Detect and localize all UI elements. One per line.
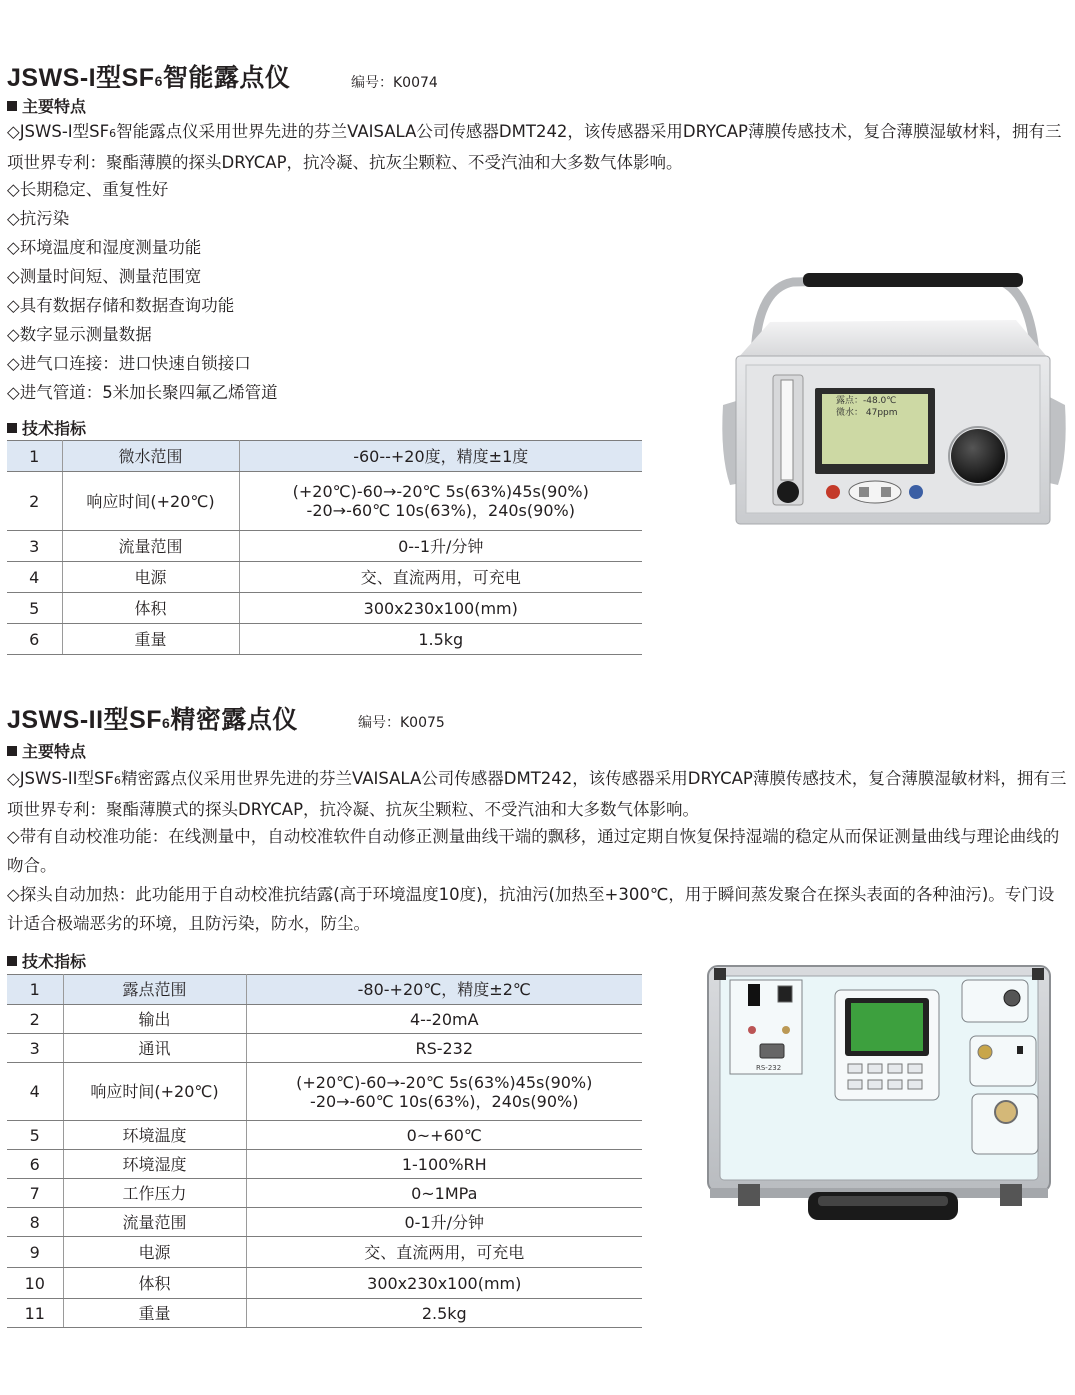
list-item: ◇具有数据存储和数据查询功能 xyxy=(7,296,235,315)
table-row xyxy=(7,1150,642,1179)
product1-photo xyxy=(718,270,1070,530)
list-item: ◇数字显示测量数据 xyxy=(7,325,152,344)
table-row xyxy=(7,1179,642,1208)
product1-specs-heading: 技术指标 xyxy=(7,416,86,439)
spec-no: 8 xyxy=(7,1208,63,1237)
product1-code: 编号：K0074 xyxy=(351,75,438,91)
product2-paragraph-calibration: ◇带有自动校准功能：在线测量中，自动校准软件自动修正测量曲线干端的飘移，通过定期自恢复保持湿端的稳定从而保证测量曲线与理论曲线的吻合。 xyxy=(7,827,1060,875)
spec-name: 重量 xyxy=(63,1299,246,1328)
spec-value: 0--1升/分钟 xyxy=(239,531,642,562)
table-row xyxy=(7,1237,642,1268)
product2-features-heading: 主要特点 xyxy=(7,739,86,762)
product1-title: JSWS-I型SF6智能露点仪 xyxy=(7,64,291,92)
table-row xyxy=(7,1005,642,1034)
spec-name: 通讯 xyxy=(63,1034,246,1063)
spec-name: 体积 xyxy=(62,593,239,624)
spec-no: 9 xyxy=(7,1237,63,1268)
list-item: ◇长期稳定、重复性好 xyxy=(7,180,169,199)
product1-intro: ◇JSWS-I型SF6智能露点仪采用世界先进的芬兰VAISALA公司传感器DMT242，该传感器采用DRYCAP薄膜传感技术，复合薄膜湿敏材料，拥有三项世界专利：聚酯薄膜的探头DRYCAP，抗冷凝、抗灰尘颗粒、不受汽油和大多数气体影响。 xyxy=(7,122,1062,172)
table-row xyxy=(7,1121,642,1150)
product2-title: JSWS-II型SF6精密露点仪 xyxy=(7,706,298,734)
spec-no: 3 xyxy=(7,1034,63,1063)
table-row xyxy=(7,1268,642,1299)
table-row xyxy=(7,1208,642,1237)
spec-value: 交、直流两用，可充电 xyxy=(246,1237,642,1268)
table-row xyxy=(7,1034,642,1063)
list-item: ◇进气口连接：进口快速自锁接口 xyxy=(7,354,251,373)
spec-value: 1.5kg xyxy=(239,624,642,655)
screen-line-2: 微水： 47ppm xyxy=(836,408,898,418)
product1-spec-table xyxy=(7,440,642,655)
spec-value: 300x230x100(mm) xyxy=(246,1268,642,1299)
spec-no: 4 xyxy=(7,1063,63,1121)
spec-value: -60--+20度，精度±1度 xyxy=(239,441,642,472)
product2-intro: ◇JSWS-II型SF6精密露点仪采用世界先进的芬兰VAISALA公司传感器DMT242，该传感器采用DRYCAP薄膜传感技术，复合薄膜湿敏材料，拥有三项世界专利：聚酯薄膜式的探头DRYCAP，抗冷凝、抗灰尘颗粒、不受汽油和大多数气体影响。 xyxy=(7,769,1067,819)
spec-no: 6 xyxy=(7,624,62,655)
spec-no: 10 xyxy=(7,1268,63,1299)
list-item: ◇进气管道：5米加长聚四氟乙烯管道 xyxy=(7,383,278,402)
square-bullet-icon xyxy=(7,746,17,756)
spec-name: 微水范围 xyxy=(62,441,239,472)
spec-name: 体积 xyxy=(63,1268,246,1299)
spec-name: 工作压力 xyxy=(63,1179,246,1208)
table-row xyxy=(7,1063,642,1121)
square-bullet-icon xyxy=(7,101,17,111)
spec-no: 6 xyxy=(7,1150,63,1179)
spec-no: 7 xyxy=(7,1179,63,1208)
spec-value: 交、直流两用，可充电 xyxy=(239,562,642,593)
spec-value: 300x230x100(mm) xyxy=(239,593,642,624)
spec-no: 5 xyxy=(7,593,62,624)
screen-line-1: 露点：-48.0℃ xyxy=(836,396,897,406)
list-item: ◇抗污染 xyxy=(7,209,70,228)
spec-name: 响应时间(+20℃) xyxy=(62,472,239,531)
spec-value: 0~+60℃ xyxy=(246,1121,642,1150)
table-row xyxy=(7,562,642,593)
spec-no: 3 xyxy=(7,531,62,562)
list-item: ◇环境温度和湿度测量功能 xyxy=(7,238,202,257)
spec-name: 环境湿度 xyxy=(63,1150,246,1179)
spec-value: 2.5kg xyxy=(246,1299,642,1328)
product2-photo xyxy=(700,960,1058,1225)
spec-name: 电源 xyxy=(63,1237,246,1268)
rs232-port-label: RS-232 xyxy=(756,1064,782,1072)
spec-value: 0~1MPa xyxy=(246,1179,642,1208)
spec-value: RS-232 xyxy=(246,1034,642,1063)
spec-name: 流量范围 xyxy=(62,531,239,562)
table-row xyxy=(7,472,642,531)
spec-value: 1-100%RH xyxy=(246,1150,642,1179)
square-bullet-icon xyxy=(7,956,17,966)
product2-specs-heading: 技术指标 xyxy=(7,949,86,972)
spec-value: 0-1升/分钟 xyxy=(246,1208,642,1237)
product1-bullet-list xyxy=(7,175,278,407)
spec-no: 5 xyxy=(7,1121,63,1150)
spec-no: 11 xyxy=(7,1299,63,1328)
spec-name: 电源 xyxy=(62,562,239,593)
product2-spec-table xyxy=(7,974,642,1328)
table-row xyxy=(7,975,642,1005)
spec-name: 重量 xyxy=(62,624,239,655)
spec-value: 4--20mA xyxy=(246,1005,642,1034)
table-row xyxy=(7,624,642,655)
spec-name: 流量范围 xyxy=(63,1208,246,1237)
spec-value: (+20℃)-60→-20℃ 5s(63%)45s(90%) -20→-60℃ 10s(63%)，240s(90%) xyxy=(239,472,642,531)
list-item: ◇测量时间短、测量范围宽 xyxy=(7,267,202,286)
spec-name: 露点范围 xyxy=(63,975,246,1005)
spec-no: 2 xyxy=(7,1005,63,1034)
spec-value: -80-+20℃，精度±2℃ xyxy=(246,975,642,1005)
spec-no: 1 xyxy=(7,441,62,472)
table-row xyxy=(7,531,642,562)
square-bullet-icon xyxy=(7,423,17,433)
product2-paragraph-heating: ◇探头自动加热：此功能用于自动校准抗结露(高于环境温度10度)，抗油污(加热至+300℃，用于瞬间蒸发聚合在探头表面的各种油污)。专门设计适合极端恶劣的环境，且防污染，防水，防尘。 xyxy=(7,885,1055,933)
spec-no: 1 xyxy=(7,975,63,1005)
spec-name: 响应时间(+20℃) xyxy=(63,1063,246,1121)
spec-name: 输出 xyxy=(63,1005,246,1034)
product2-code: 编号：K0075 xyxy=(358,715,445,731)
table-row xyxy=(7,1299,642,1328)
spec-value: (+20℃)-60→-20℃ 5s(63%)45s(90%) -20→-60℃ 10s(63%)，240s(90%) xyxy=(246,1063,642,1121)
spec-name: 环境温度 xyxy=(63,1121,246,1150)
spec-no: 2 xyxy=(7,472,62,531)
product1-features-heading: 主要特点 xyxy=(7,94,86,117)
spec-no: 4 xyxy=(7,562,62,593)
table-row xyxy=(7,593,642,624)
table-row xyxy=(7,441,642,472)
